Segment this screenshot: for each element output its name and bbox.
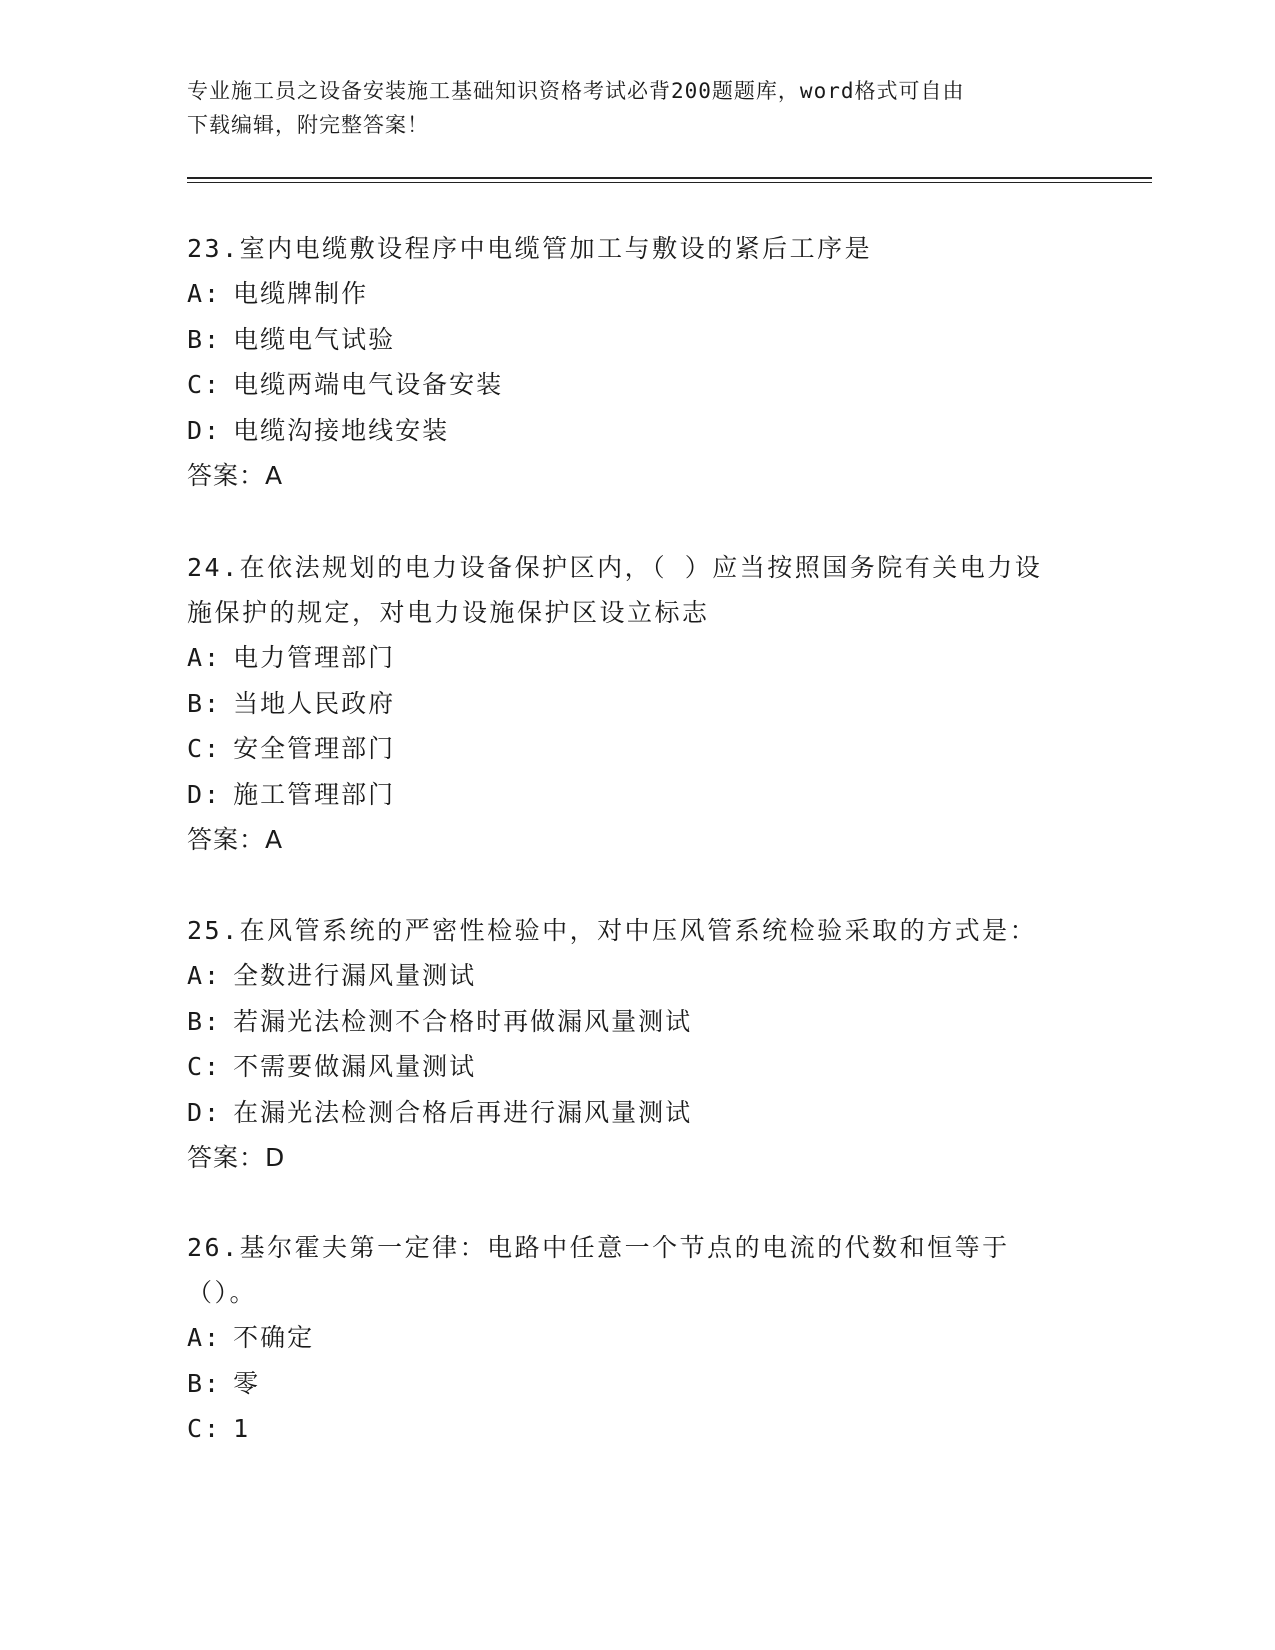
option-a [187,953,1087,999]
option-text: 零 [233,1368,261,1398]
option-label: C: [187,370,222,399]
option-text: 安全管理部门 [233,734,396,763]
option-label: A: [187,279,222,308]
answer-line: 答案：A [187,461,284,490]
option-d [187,772,1087,818]
option-c [187,726,1087,772]
option-a [187,271,1087,317]
option-label: B: [187,688,222,718]
option-label: B: [187,324,222,354]
option-label: C: [187,1052,222,1081]
option-text: 电缆电气试验 [233,324,396,354]
option-text: 电力管理部门 [233,643,396,672]
option-label: A: [187,961,222,990]
option-label: D: [187,1097,222,1127]
question-26 [187,1225,1087,1452]
question-stem: 26.基尔霍夫第一定律：电路中任意一个节点的电流的代数和恒等于（）。 [187,1233,1010,1307]
option-a [187,1315,1087,1361]
option-d [187,1090,1087,1136]
option-label: B: [187,1368,222,1398]
option-label: A: [187,1323,222,1352]
option-text: 施工管理部门 [233,779,396,809]
option-label: B: [187,1006,222,1036]
option-b [187,1361,1087,1407]
question-24 [187,545,1087,863]
option-label: D: [187,779,222,809]
document-header [187,74,1087,142]
question-25 [187,908,1087,1181]
question-stem: 24.在依法规划的电力设备保护区内，（ ）应当按照国务院有关电力设施保护的规定，对电力设施保护区设立标志 [187,553,1043,627]
option-text: 全数进行漏风量测试 [233,961,477,990]
option-a [187,635,1087,681]
option-text: 当地人民政府 [233,688,396,718]
option-c [187,362,1087,408]
option-label: D: [187,415,222,445]
answer-line: 答案：A [187,825,284,854]
answer-line: 答案：D [187,1143,286,1172]
question-stem: 25.在风管系统的严密性检验中，对中压风管系统检验采取的方式是： [187,916,1038,945]
header-line-2: 下载编辑，附完整答案！ [187,113,429,137]
option-text: 不需要做漏风量测试 [233,1052,477,1081]
question-stem: 23.室内电缆敷设程序中电缆管加工与敷设的紧后工序是 [187,234,873,263]
option-text: 在漏光法检测合格后再进行漏风量测试 [233,1097,693,1127]
option-c [187,1406,1087,1452]
option-text: 不确定 [233,1323,315,1352]
option-text: 电缆牌制作 [233,279,369,308]
option-text: 电缆沟接地线安装 [233,415,450,445]
option-b [187,681,1087,727]
option-text: 1 [233,1414,251,1443]
option-text: 若漏光法检测不合格时再做漏风量测试 [233,1006,693,1036]
option-label: A: [187,643,222,672]
option-c [187,1044,1087,1090]
option-b [187,999,1087,1045]
option-label: C: [187,734,222,763]
question-23 [187,226,1087,499]
header-divider [187,177,1152,183]
option-d [187,408,1087,454]
option-b [187,317,1087,363]
option-text: 电缆两端电气设备安装 [233,370,504,399]
option-label: C: [187,1414,222,1443]
header-line-1: 专业施工员之设备安装施工基础知识资格考试必背200题题库，word格式可自由 [187,79,965,103]
